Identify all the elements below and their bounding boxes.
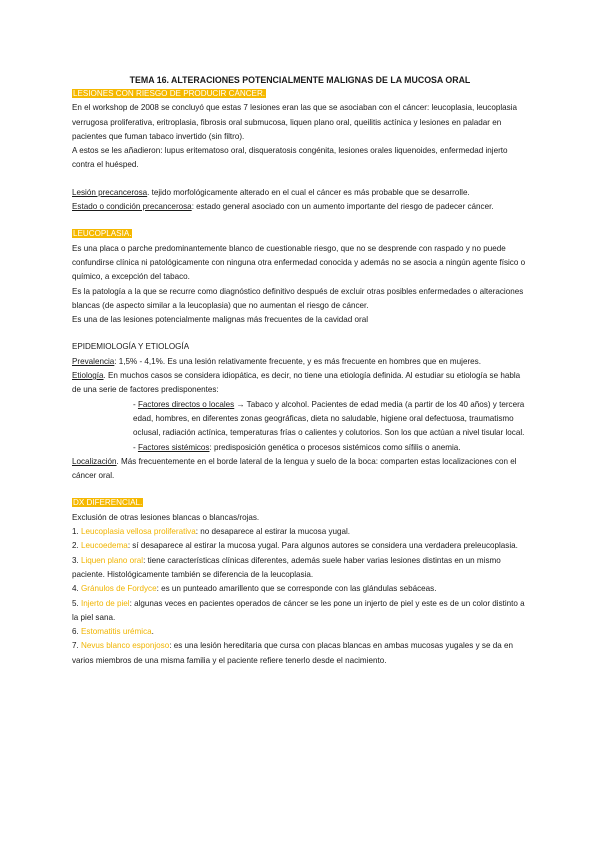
paragraph-leucoplasia-frequency: Es una de las lesiones potencialmente malignas más frecuentes de la cavidad oral	[72, 315, 369, 325]
term-factores-directos: Factores directos o locales	[137, 399, 235, 409]
dx-item-number: 1.	[72, 527, 81, 537]
paragraph-etiologia	[72, 369, 528, 398]
dx-item-term: Nevus blanco esponjoso	[81, 641, 170, 651]
etiologia-text: . En muchos casos se considera idiopática, es decir, no tiene una etiología definida. Al estudiar su etiología se habla de una serie de factores predisponentes:	[72, 371, 521, 395]
prevalencia-text: : 1,5% - 4,1%. Es una lesión relativamente frecuente, y es más frecuente en hombres que en mujeres.	[114, 356, 481, 366]
list-item-factores-directos: - Factores directos o locales → Tabaco y alcohol. Pacientes de edad media (a partir de los 40 años) y tercera edad, hombres, en diferentes zonas geográficas, dieta no saludable, higiene oral defectuosa, traumatismo oclusal, radiación actínica, temperaturas frías o calientes y colutorios. Son los que actúan a nivel tisular local.	[133, 399, 525, 438]
paragraph-added-lesions: A estos se les añadieron: lupus eritematoso oral, disqueratosis congénita, lesiones orales liquenoides, enfermedad injerto contra el huésped.	[72, 146, 508, 170]
definition-text: : estado general asociado con un aumento importante del riesgo de padecer cáncer.	[191, 202, 494, 212]
dx-item-text: : es una lesión hereditaria que cursa con placas blancas en ambas mucosas yugales y se da en varios miembros de una misma familia y el paciente refiere tenerlo desde el nacimiento.	[72, 641, 513, 665]
dx-item-text: : algunas veces en pacientes operados de cáncer se les pone un injerto de piel y este es de un color distinto a la piel sana.	[72, 598, 525, 622]
dx-item-number: 6.	[72, 627, 81, 637]
dx-item-number: 5.	[72, 598, 81, 608]
paragraph-leucoplasia-diagnosis: Es la patología a la que se recurre como diagnóstico definitivo después de excluir otras posibles enfermedades o alteraciones blancas (de aspecto similar a la leucoplasia) que no aumentan el riesgo de cáncer.	[72, 286, 524, 310]
term-estado-precanceroso: Estado o condición precancerosa	[72, 202, 192, 212]
dx-item-term: Gránulos de Fordyce	[81, 584, 157, 594]
definition-text: . tejido morfológicamente alterado en el cual el cáncer es más probable que se desarrolle.	[147, 187, 470, 197]
paragraph-dx-intro: Exclusión de otras lesiones blancas o blancas/rojas.	[72, 512, 260, 522]
dx-item-number: 3.	[72, 555, 81, 565]
localizacion-text: . Más frecuentemente en el borde lateral de la lengua y suelo de la boca: comparten estas localizaciones con el cáncer oral.	[72, 456, 517, 481]
dx-list-item	[72, 625, 528, 639]
term-etiologia: Etiología	[72, 371, 104, 381]
definition-lesion-precancerosa	[72, 186, 528, 200]
dx-item-number: 4.	[72, 584, 81, 594]
factores-sistemicos-text: : predisposición genética o procesos sistémicos como sífilis o anemia.	[209, 442, 461, 452]
dx-list-item	[72, 554, 528, 583]
dx-item-text: : tiene características clínicas diferentes, además suele haber varias lesiones distintas en un mismo paciente. Histológicamente también se diferencia de la leucoplasia.	[72, 555, 501, 579]
dx-item-term: Estomatitis urémica	[81, 627, 152, 637]
section-heading-dx-diferencial: DX DIFERENCIAL.	[73, 498, 143, 508]
dx-list	[72, 525, 528, 668]
page-title: TEMA 16. ALTERACIONES POTENCIALMENTE MALIGNAS DE LA MUCOSA ORAL	[129, 75, 471, 85]
dx-item-number: 7.	[72, 641, 81, 651]
paragraph-prevalencia	[72, 355, 528, 369]
dx-item-term: Leucoedema	[81, 541, 128, 551]
section-heading-leucoplasia: LEUCOPLASIA.	[73, 229, 132, 239]
list-item-factores-sistemicos: - Factores sistémicos: predisposición genética o procesos sistémicos como sífilis o anemia.	[133, 442, 461, 452]
term-factores-sistemicos: Factores sistémicos	[137, 442, 210, 452]
dx-list-item	[72, 597, 528, 626]
dx-item-term: Leucoplasia vellosa proliferativa	[81, 527, 196, 537]
dx-item-term: Liquen plano oral	[81, 555, 144, 565]
dx-list-item	[72, 525, 528, 539]
paragraph-leucoplasia-definition: Es una placa o parche predominantemente blanco de cuestionable riesgo, que no se desprende con raspado y no puede confundirse clínica ni patológicamente con ninguna otra enfermedad conocida y además no se asocia a ningún agente físico o químico, a excepción del tabaco.	[72, 243, 526, 282]
dx-item-text: : es un punteado amarillento que se corresponde con las glándulas sebáceas.	[156, 584, 437, 594]
definition-estado-precanceroso	[72, 200, 528, 214]
section-heading-lesiones: LESIONES CON RIESGO DE PRODUCIR CÁNCER.	[73, 89, 266, 98]
dx-item-text: : no desaparece al estirar la mucosa yugal.	[195, 527, 351, 537]
dx-item-text: .	[151, 627, 154, 637]
term-localizacion: Localización	[72, 456, 117, 466]
term-prevalencia: Prevalencia	[72, 356, 115, 366]
dx-list-item	[72, 539, 528, 553]
document-content	[72, 73, 528, 668]
dx-item-term: Injerto de piel	[81, 598, 130, 608]
dx-item-number: 2.	[72, 541, 81, 551]
dx-item-text: : sí desaparece al estirar la mucosa yugal. Para algunos autores se considera una verdadera preleucoplasia.	[127, 541, 518, 551]
factores-directos-text: → Tabaco y alcohol. Pacientes de edad media (a partir de los 40 años) y tercera edad, hombres, en diferentes zonas geográficas, dieta no saludable, higiene oral defectuosa, traumatismo oclusal, radiación actínica, temperaturas frías o calientes y colutorios. Son los que actúan a nivel tisular local.	[133, 399, 525, 438]
paragraph-localizacion	[72, 455, 528, 484]
dx-list-item	[72, 582, 528, 596]
paragraph-workshop: En el workshop de 2008 se concluyó que estas 7 lesiones eran las que se asociaban con el cáncer: leucoplasia, leucoplasia verrugosa proliferativa, eritroplasia, fibrosis oral submucosa, liquen plano oral, queilitis actínica y lesiones en paladar en pacientes que fuman tabaco invertido (sin filtro).	[72, 103, 517, 141]
term-lesion-precancerosa: Lesión precancerosa	[72, 187, 148, 197]
dx-list-item	[72, 639, 528, 668]
subheading-epidemiologia: EPIDEMIOLOGÍA Y ETIOLOGÍA	[72, 342, 190, 352]
